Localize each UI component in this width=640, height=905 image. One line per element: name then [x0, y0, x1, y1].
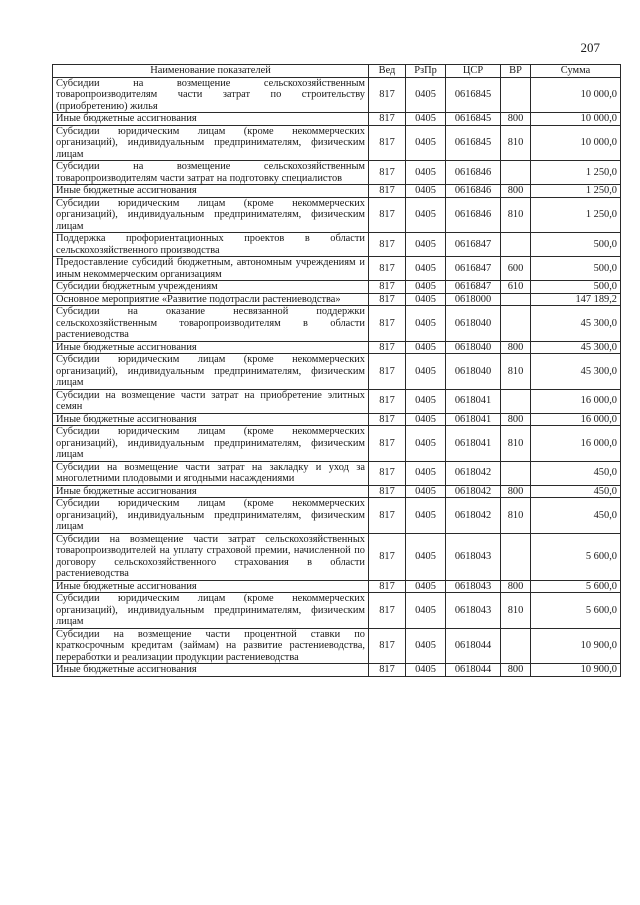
cell-csr: 0618044 — [446, 664, 501, 677]
cell-rzpr: 0405 — [406, 354, 446, 390]
cell-sum: 5 600,0 — [531, 593, 621, 629]
header-vr: ВР — [501, 65, 531, 78]
cell-name: Иные бюджетные ассигнования — [53, 341, 369, 354]
cell-sum: 10 000,0 — [531, 113, 621, 126]
cell-rzpr: 0405 — [406, 197, 446, 233]
cell-name: Иные бюджетные ассигнования — [53, 485, 369, 498]
cell-csr: 0616846 — [446, 161, 501, 185]
cell-vr: 810 — [501, 426, 531, 462]
cell-rzpr: 0405 — [406, 413, 446, 426]
cell-sum: 1 250,0 — [531, 161, 621, 185]
cell-ved: 817 — [369, 281, 406, 294]
cell-ved: 817 — [369, 125, 406, 161]
cell-rzpr: 0405 — [406, 161, 446, 185]
cell-sum: 10 000,0 — [531, 77, 621, 113]
cell-vr: 800 — [501, 580, 531, 593]
cell-vr: 810 — [501, 197, 531, 233]
cell-vr: 800 — [501, 341, 531, 354]
cell-sum: 450,0 — [531, 498, 621, 534]
cell-vr: 800 — [501, 485, 531, 498]
cell-sum: 147 189,2 — [531, 293, 621, 306]
cell-csr: 0616846 — [446, 197, 501, 233]
cell-rzpr: 0405 — [406, 664, 446, 677]
cell-name: Субсидии на возмещение сельскохозяйственным товаропроизводителям части затрат на подготовку специалистов — [53, 161, 369, 185]
table-row — [53, 341, 621, 354]
cell-csr: 0618043 — [446, 533, 501, 580]
cell-ved: 817 — [369, 593, 406, 629]
header-sum: Сумма — [531, 65, 621, 78]
cell-vr — [501, 628, 531, 664]
cell-sum: 1 250,0 — [531, 185, 621, 198]
header-name: Наименование показателей — [53, 65, 369, 78]
cell-ved: 817 — [369, 185, 406, 198]
cell-ved: 817 — [369, 306, 406, 342]
cell-vr: 800 — [501, 185, 531, 198]
cell-csr: 0616847 — [446, 281, 501, 294]
cell-sum: 500,0 — [531, 233, 621, 257]
header-ved: Вед — [369, 65, 406, 78]
cell-csr: 0616847 — [446, 257, 501, 281]
table-row — [53, 628, 621, 664]
table-body — [53, 77, 621, 676]
cell-vr — [501, 533, 531, 580]
table-row — [53, 113, 621, 126]
table-row — [53, 77, 621, 113]
cell-ved: 817 — [369, 413, 406, 426]
cell-vr — [501, 77, 531, 113]
cell-csr: 0616845 — [446, 113, 501, 126]
cell-rzpr: 0405 — [406, 341, 446, 354]
cell-name: Субсидии юридическим лицам (кроме некоммерческих организаций), индивидуальным предпринимателям, физическим лицам — [53, 498, 369, 534]
cell-rzpr: 0405 — [406, 306, 446, 342]
cell-rzpr: 0405 — [406, 485, 446, 498]
page-number: 207 — [580, 40, 600, 55]
cell-rzpr: 0405 — [406, 77, 446, 113]
cell-vr: 600 — [501, 257, 531, 281]
cell-rzpr: 0405 — [406, 628, 446, 664]
cell-vr — [501, 161, 531, 185]
table-row — [53, 593, 621, 629]
cell-csr: 0618040 — [446, 354, 501, 390]
cell-vr — [501, 389, 531, 413]
cell-csr: 0616845 — [446, 125, 501, 161]
cell-ved: 817 — [369, 161, 406, 185]
cell-sum: 500,0 — [531, 281, 621, 294]
cell-vr: 810 — [501, 125, 531, 161]
cell-csr: 0618041 — [446, 389, 501, 413]
table-row — [53, 413, 621, 426]
table-row — [53, 161, 621, 185]
cell-vr: 800 — [501, 664, 531, 677]
cell-name: Субсидии на возмещение части процентной ставки по краткосрочным кредитам (займам) на развитие растениеводства, переработки и реализации продукции растениеводства — [53, 628, 369, 664]
cell-name: Иные бюджетные ассигнования — [53, 664, 369, 677]
cell-name: Иные бюджетные ассигнования — [53, 113, 369, 126]
cell-ved: 817 — [369, 113, 406, 126]
cell-ved: 817 — [369, 389, 406, 413]
cell-csr: 0618042 — [446, 485, 501, 498]
cell-sum: 10 000,0 — [531, 125, 621, 161]
cell-ved: 817 — [369, 77, 406, 113]
cell-sum: 45 300,0 — [531, 341, 621, 354]
cell-name: Иные бюджетные ассигнования — [53, 185, 369, 198]
cell-rzpr: 0405 — [406, 461, 446, 485]
cell-rzpr: 0405 — [406, 498, 446, 534]
cell-sum: 10 900,0 — [531, 664, 621, 677]
cell-ved: 817 — [369, 664, 406, 677]
cell-rzpr: 0405 — [406, 185, 446, 198]
budget-table — [52, 64, 621, 677]
cell-name: Иные бюджетные ассигнования — [53, 413, 369, 426]
cell-ved: 817 — [369, 341, 406, 354]
table-row — [53, 461, 621, 485]
cell-vr — [501, 233, 531, 257]
cell-rzpr: 0405 — [406, 257, 446, 281]
cell-csr: 0616846 — [446, 185, 501, 198]
cell-vr — [501, 293, 531, 306]
cell-name: Субсидии юридическим лицам (кроме некоммерческих организаций), индивидуальным предпринимателям, физическим лицам — [53, 125, 369, 161]
cell-rzpr: 0405 — [406, 281, 446, 294]
cell-vr: 810 — [501, 498, 531, 534]
cell-csr: 0618042 — [446, 498, 501, 534]
cell-name: Субсидии юридическим лицам (кроме некоммерческих организаций), индивидуальным предпринимателям, физическим лицам — [53, 354, 369, 390]
cell-ved: 817 — [369, 498, 406, 534]
table-row — [53, 354, 621, 390]
cell-name: Предоставление субсидий бюджетным, автономным учреждениям и иным некоммерческим организациям — [53, 257, 369, 281]
cell-sum: 5 600,0 — [531, 580, 621, 593]
cell-rzpr: 0405 — [406, 533, 446, 580]
cell-csr: 0618040 — [446, 341, 501, 354]
cell-sum: 16 000,0 — [531, 413, 621, 426]
cell-name: Субсидии на возмещение части затрат на приобретение элитных семян — [53, 389, 369, 413]
table-row — [53, 306, 621, 342]
cell-name: Субсидии на возмещение части затрат сельскохозяйственных товаропроизводителей на уплату страховой премии, начисленной по договору сельскохозяйственного страхования в области растениеводства — [53, 533, 369, 580]
cell-vr: 810 — [501, 593, 531, 629]
table-row — [53, 498, 621, 534]
cell-vr: 810 — [501, 354, 531, 390]
cell-name: Субсидии на оказание несвязанной поддержки сельскохозяйственным товаропроизводителям в области растениеводства — [53, 306, 369, 342]
cell-sum: 450,0 — [531, 485, 621, 498]
cell-csr: 0616847 — [446, 233, 501, 257]
table-row — [53, 233, 621, 257]
cell-vr — [501, 461, 531, 485]
table-header-row — [53, 65, 621, 78]
cell-ved: 817 — [369, 257, 406, 281]
cell-sum: 10 900,0 — [531, 628, 621, 664]
cell-name: Субсидии юридическим лицам (кроме некоммерческих организаций), индивидуальным предпринимателям, физическим лицам — [53, 197, 369, 233]
table-row — [53, 197, 621, 233]
table-row — [53, 185, 621, 198]
table-row — [53, 664, 621, 677]
cell-ved: 817 — [369, 628, 406, 664]
cell-ved: 817 — [369, 461, 406, 485]
cell-sum: 45 300,0 — [531, 354, 621, 390]
cell-sum: 45 300,0 — [531, 306, 621, 342]
cell-vr — [501, 306, 531, 342]
cell-sum: 500,0 — [531, 257, 621, 281]
cell-csr: 0618044 — [446, 628, 501, 664]
cell-ved: 817 — [369, 485, 406, 498]
cell-name: Иные бюджетные ассигнования — [53, 580, 369, 593]
cell-rzpr: 0405 — [406, 293, 446, 306]
header-csr: ЦСР — [446, 65, 501, 78]
cell-ved: 817 — [369, 197, 406, 233]
cell-ved: 817 — [369, 580, 406, 593]
table-row — [53, 125, 621, 161]
cell-rzpr: 0405 — [406, 113, 446, 126]
cell-ved: 817 — [369, 426, 406, 462]
cell-csr: 0618042 — [446, 461, 501, 485]
table-row — [53, 293, 621, 306]
cell-vr: 610 — [501, 281, 531, 294]
cell-ved: 817 — [369, 533, 406, 580]
cell-csr: 0618043 — [446, 580, 501, 593]
cell-sum: 450,0 — [531, 461, 621, 485]
cell-rzpr: 0405 — [406, 580, 446, 593]
cell-ved: 817 — [369, 293, 406, 306]
cell-name: Субсидии юридическим лицам (кроме некоммерческих организаций), индивидуальным предпринимателям, физическим лицам — [53, 426, 369, 462]
table-row — [53, 389, 621, 413]
cell-name: Поддержка профориентационных проектов в области сельскохозяйственного производства — [53, 233, 369, 257]
cell-name: Основное мероприятие «Развитие подотрасли растениеводства» — [53, 293, 369, 306]
table-row — [53, 281, 621, 294]
cell-name: Субсидии бюджетным учреждениям — [53, 281, 369, 294]
cell-csr: 0616845 — [446, 77, 501, 113]
table-row — [53, 580, 621, 593]
table-row — [53, 426, 621, 462]
cell-ved: 817 — [369, 354, 406, 390]
cell-vr: 800 — [501, 113, 531, 126]
cell-rzpr: 0405 — [406, 426, 446, 462]
cell-csr: 0618040 — [446, 306, 501, 342]
cell-vr: 800 — [501, 413, 531, 426]
cell-rzpr: 0405 — [406, 593, 446, 629]
cell-csr: 0618041 — [446, 426, 501, 462]
cell-rzpr: 0405 — [406, 233, 446, 257]
cell-ved: 817 — [369, 233, 406, 257]
cell-sum: 16 000,0 — [531, 389, 621, 413]
table-row — [53, 485, 621, 498]
cell-name: Субсидии юридическим лицам (кроме некоммерческих организаций), индивидуальным предпринимателям, физическим лицам — [53, 593, 369, 629]
table-row — [53, 257, 621, 281]
cell-sum: 1 250,0 — [531, 197, 621, 233]
cell-name: Субсидии на возмещение части затрат на закладку и уход за многолетними плодовыми и ягодными насаждениями — [53, 461, 369, 485]
cell-sum: 5 600,0 — [531, 533, 621, 580]
cell-csr: 0618000 — [446, 293, 501, 306]
header-rzpr: РзПр — [406, 65, 446, 78]
cell-sum: 16 000,0 — [531, 426, 621, 462]
cell-rzpr: 0405 — [406, 389, 446, 413]
table-row — [53, 533, 621, 580]
cell-name: Субсидии на возмещение сельскохозяйственным товаропроизводителям части затрат по строительству (приобретению) жилья — [53, 77, 369, 113]
cell-csr: 0618041 — [446, 413, 501, 426]
cell-csr: 0618043 — [446, 593, 501, 629]
cell-rzpr: 0405 — [406, 125, 446, 161]
